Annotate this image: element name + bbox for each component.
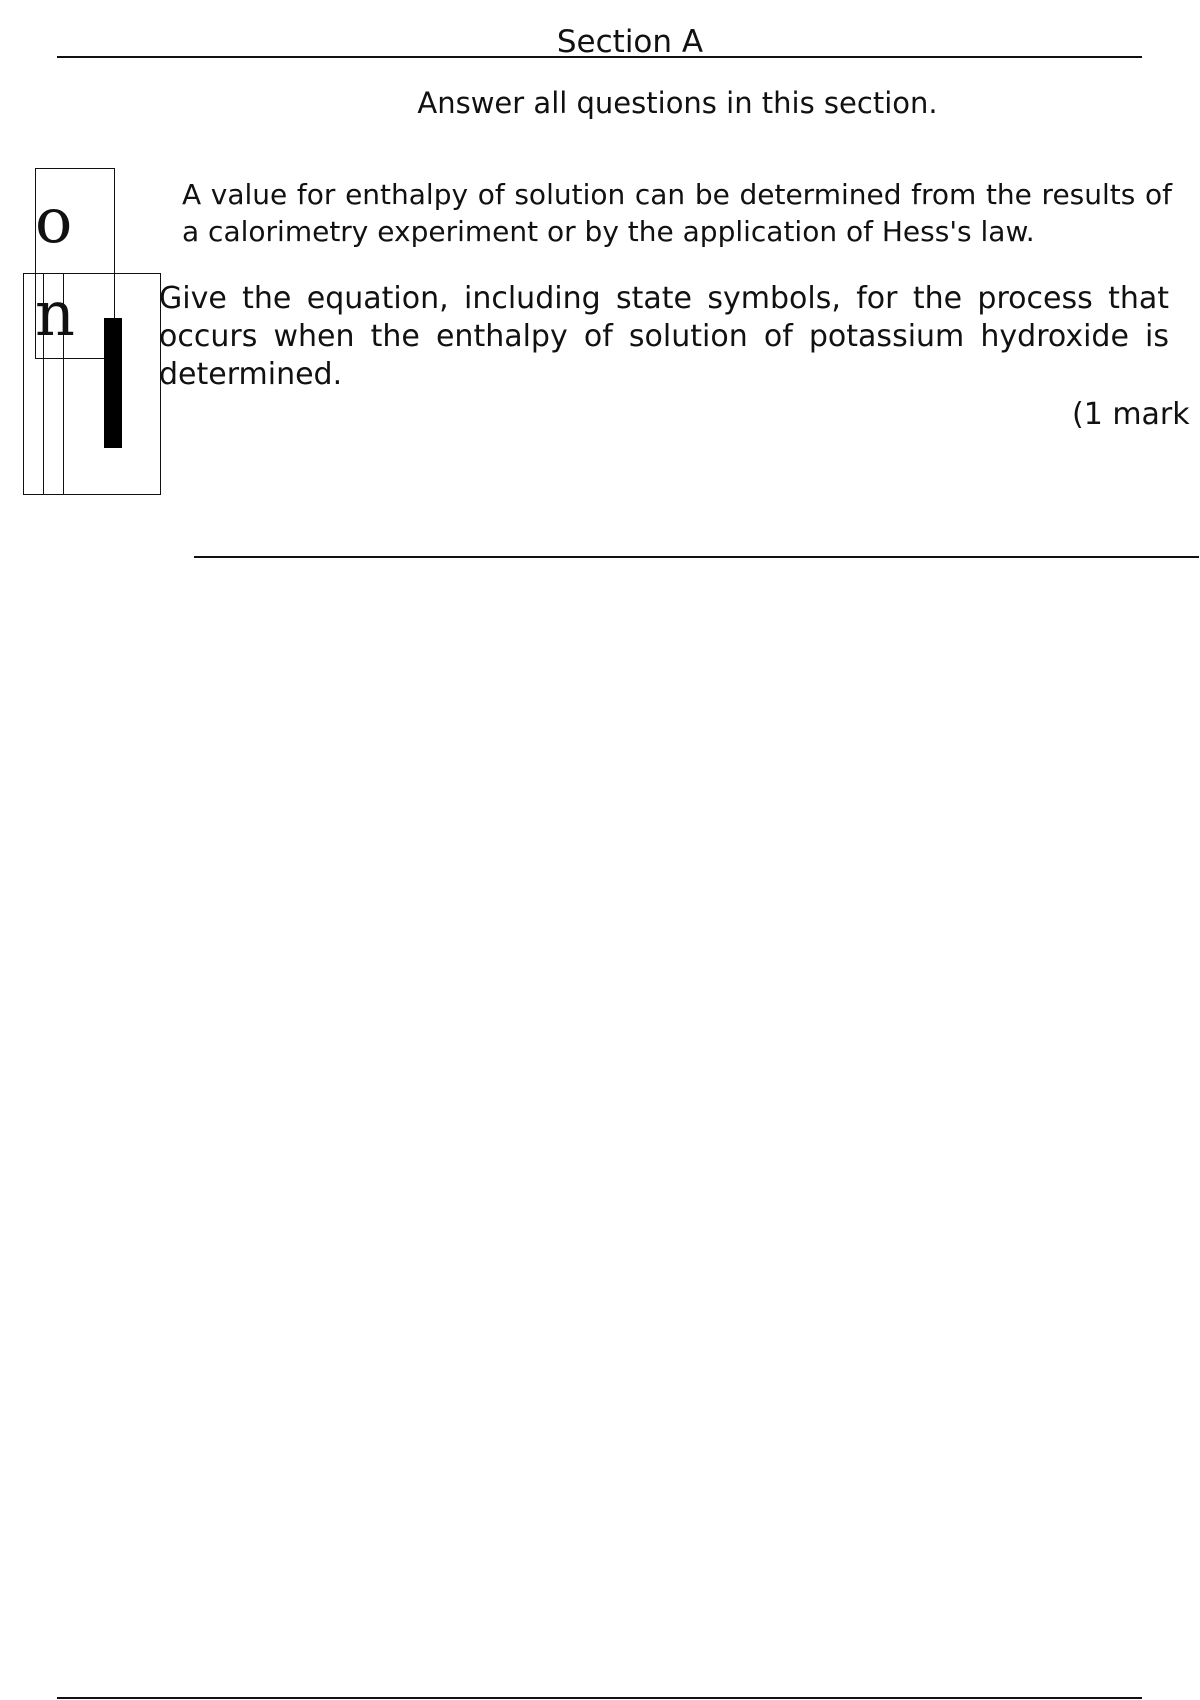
answer-line[interactable] [194,556,1199,558]
margin-letter-bottom: n [35,277,75,350]
margin-black-bar [104,318,122,448]
section-instruction: Answer all questions in this section. [417,86,938,120]
question-intro: A value for enthalpy of solution can be determined from the results of a calorimetry experiment or by the application of Hess's law. [182,178,1172,248]
question-prompt: Give the equation, including state symbols, for the process that occurs when the enthalpy of solution of potassium hydroxide is determined. [159,281,1169,392]
page-bottom-rule [57,1697,1142,1699]
section-heading: Section A [556,24,704,60]
marks-label: (1 mark [1072,397,1190,432]
section-heading-rule [57,56,1142,58]
margin-letter-top: o [35,184,73,257]
